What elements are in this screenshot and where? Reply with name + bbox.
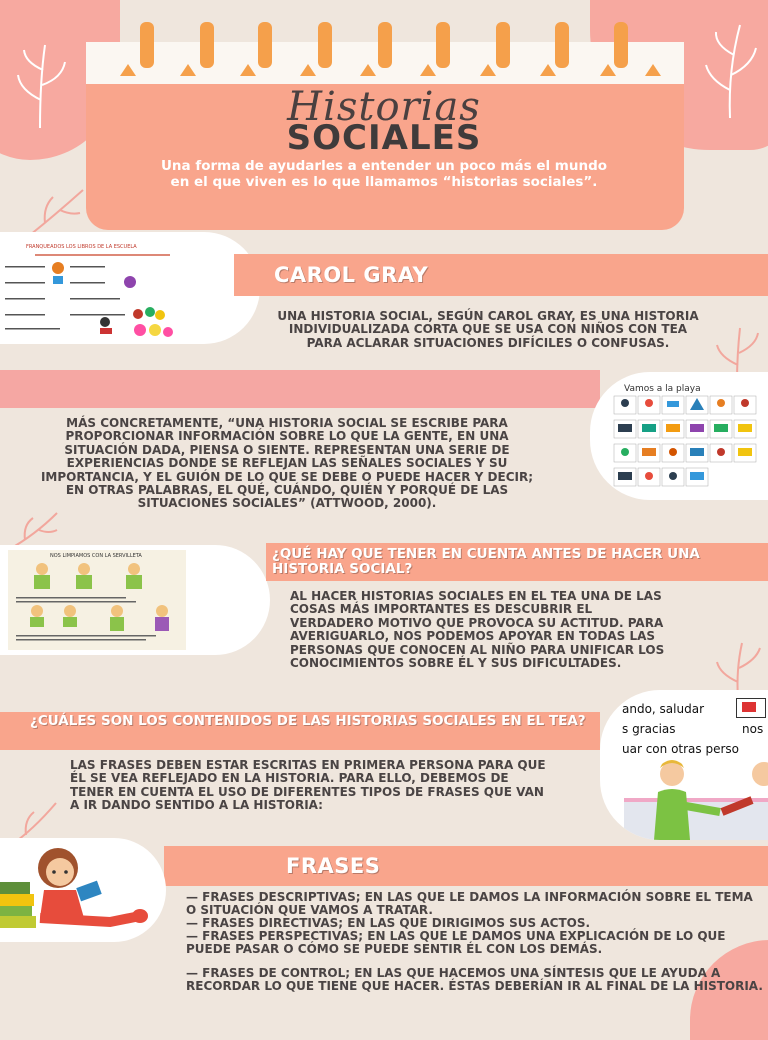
saludar-line-4: uar con otras perso <box>622 742 739 756</box>
title-script: Historias <box>287 84 481 130</box>
handshake-icon <box>624 760 768 840</box>
playa-image-title: Vamos a la playa <box>624 384 701 394</box>
frases-item: — FRASES DESCRIPTIVAS; EN LAS QUE LE DAMOS LA INFORMACIÓN SOBRE EL TEMA O SITUACIÓN QUE VAMOS A TRATAR. <box>186 890 753 918</box>
page-title: SOCIALES <box>286 118 482 158</box>
pink-divider-band <box>0 370 600 408</box>
saludar-picto-red <box>742 702 756 712</box>
servilleta-pictos-icon <box>12 559 182 649</box>
girl-reading-icon <box>0 844 150 940</box>
carol-gray-title: CAROL GRAY <box>274 263 429 287</box>
frases-banner <box>164 846 768 886</box>
antes-text: AL HACER HISTORIAS SOCIALES EN EL TEA UNA DE LAS COSAS MÁS IMPORTANTES ES DESCUBRIR EL VERDADERO MOTIVO QUE PROVOCA SU ACTITUD. PARA AVERIGUARLO, NOS PODEMOS APOYAR EN TODAS LAS PERSONAS QUE CONOCEN AL NIÑO PARA UNIFICAR LOS CONOCIMIENTOS SOBRE ÉL Y SUS DIFICULTADES. <box>290 589 665 671</box>
frases-item: — FRASES DIRECTIVAS; EN LAS QUE DIRIGIMOS SUS ACTOS. <box>186 916 591 930</box>
saludar-image <box>600 690 768 840</box>
servilleta-image-title: NOS LIMPIAMOS CON LA SERVILLETA <box>50 553 142 559</box>
girl-reading-image <box>0 838 166 942</box>
playa-image <box>590 372 768 500</box>
libros-image-title: FRANQUEADOS LOS LIBROS DE LA ESCUELA <box>26 244 137 250</box>
saludar-line-1: ando, saludar <box>622 702 704 716</box>
antes-title: ¿QUÉ HAY QUE TENER EN CUENTA ANTES DE HACER UNA HISTORIA SOCIAL? <box>272 546 700 577</box>
concreto-text: MÁS CONCRETAMENTE, “UNA HISTORIA SOCIAL SE ESCRIBE PARA PROPORCIONAR INFORMACIÓN SOBRE LO QUE LA GENTE, EN UNA SITUACIÓN DADA, PIENSA O SIENTE. REPRESENTAN UNA SERIE DE EXPERIENCIAS DONDE SE REFLEJAN LAS SEÑALES SOCIALES Y SU IMPORTANCIA, Y EL GUIÓN DE LO QUE SE DEBE O PUEDE HACER Y DECIR; EN OTRAS PALABRAS, EL QUÉ, CUÁNDO, QUIÉN Y PORQUÉ DE LAS SITUACIONES SOCIALES” (ATTWOOD, 2000). <box>40 416 534 511</box>
saludar-line-3: nos <box>742 722 764 736</box>
contenidos-text: LAS FRASES DEBEN ESTAR ESCRITAS EN PRIMERA PERSONA PARA QUE ÉL SE VEA REFLEJADO EN LA HISTORIA. PARA ELLO, DEBEMOS DE TENER EN CUENTA EL USO DE DIFERENTES TIPOS DE FRASES QUE VAN A IR DANDO SENTIDO A LA HISTORIA: <box>70 758 546 813</box>
frases-item: — FRASES PERSPECTIVAS; EN LAS QUE LE DAMOS UNA EXPLICACIÓN DE LO QUE PUEDE PASAR O CÓMO SE PUEDE SENTIR ÉL CON LOS DEMÁS. <box>186 929 726 957</box>
contenidos-title: ¿CUÁLES SON LOS CONTENIDOS DE LAS HISTORIAS SOCIALES EN EL TEA? <box>30 713 586 729</box>
frases-title: FRASES <box>286 854 381 878</box>
servilleta-image <box>0 545 270 655</box>
playa-pictos-icon <box>612 394 762 494</box>
page-subtitle: Una forma de ayudarles a entender un poco más el mundo en el que viven es lo que llamamos “historias sociales”. <box>160 158 608 190</box>
carol-gray-text: UNA HISTORIA SOCIAL, SEGÚN CAROL GRAY, ES UNA HISTORIA INDIVIDUALIZADA CORTA QUE SE USA CON NIÑOS CON TEA PARA ACLARAR SITUACIONES DIFÍCILES O CONFUSAS. <box>277 309 699 350</box>
libros-pictos-icon <box>0 252 180 337</box>
frases-item: — FRASES DE CONTROL; EN LAS QUE HACEMOS UNA SÍNTESIS QUE LE AYUDA A RECORDAR LO QUE TIENE QUE HACER. ÉSTAS DEBERÍAN IR AL FINAL DE LA HISTORIA. <box>186 966 763 994</box>
saludar-line-2: s gracias <box>622 722 676 736</box>
libros-image <box>0 232 260 344</box>
